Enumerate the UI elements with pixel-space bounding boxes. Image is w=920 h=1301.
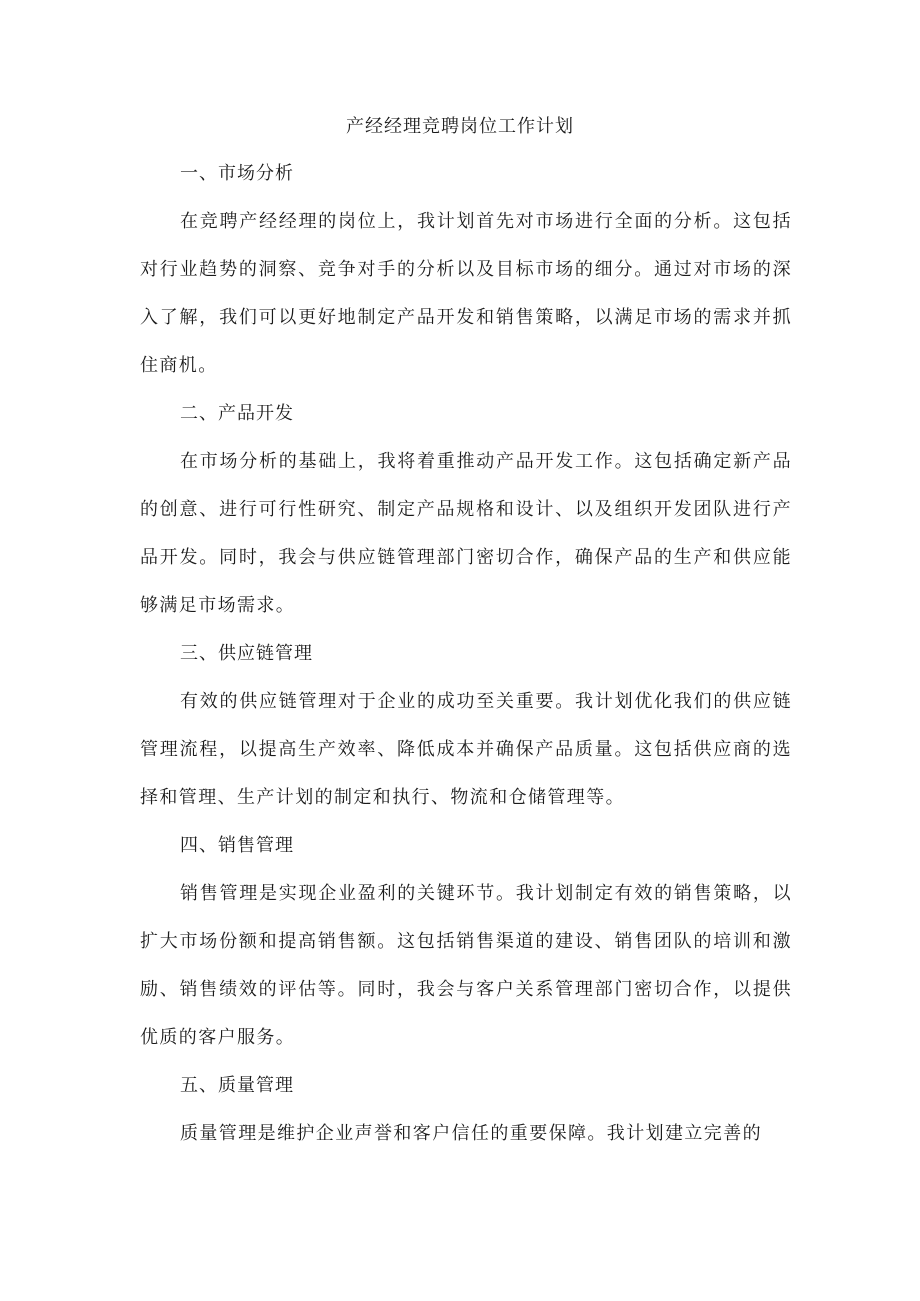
section-heading: 二、产品开发 — [180, 403, 294, 424]
section-paragraph: 质量管理是维护企业声誉和客户信任的重要保障。我计划建立完善的 — [180, 1123, 762, 1144]
section-heading: 一、市场分析 — [180, 163, 294, 184]
section-paragraph: 有效的供应链管理对于企业的成功至关重要。我计划优化我们的供应链管理流程，以提高生产效率、降低成本并确保产品质量。这包括供应商的选择和管理、生产计划的制定和执行、物流和仓储管理等。 — [140, 691, 792, 808]
section-product-development — [140, 390, 792, 630]
section-market-analysis — [140, 150, 792, 390]
section-quality-management — [140, 1062, 792, 1158]
section-supply-chain — [140, 630, 792, 822]
section-paragraph: 销售管理是实现企业盈利的关键环节。我计划制定有效的销售策略，以扩大市场份额和提高销售额。这包括销售渠道的建设、销售团队的培训和激励、销售绩效的评估等。同时，我会与客户关系管理部门密切合作，以提供优质的客户服务。 — [140, 883, 792, 1048]
section-heading: 四、销售管理 — [180, 835, 294, 856]
section-sales-management — [140, 822, 792, 1062]
section-paragraph: 在竞聘产经经理的岗位上，我计划首先对市场进行全面的分析。这包括对行业趋势的洞察、竞争对手的分析以及目标市场的细分。通过对市场的深入了解，我们可以更好地制定产品开发和销售策略，以满足市场的需求并抓住商机。 — [140, 211, 792, 376]
document-body — [140, 150, 792, 1158]
section-heading: 三、供应链管理 — [180, 643, 313, 664]
document-title: 产经经理竞聘岗位工作计划 — [346, 116, 574, 137]
section-heading: 五、质量管理 — [180, 1075, 294, 1096]
section-paragraph: 在市场分析的基础上，我将着重推动产品开发工作。这包括确定新产品的创意、进行可行性研究、制定产品规格和设计、以及组织开发团队进行产品开发。同时，我会与供应链管理部门密切合作，确保产品的生产和供应能够满足市场需求。 — [140, 451, 792, 616]
